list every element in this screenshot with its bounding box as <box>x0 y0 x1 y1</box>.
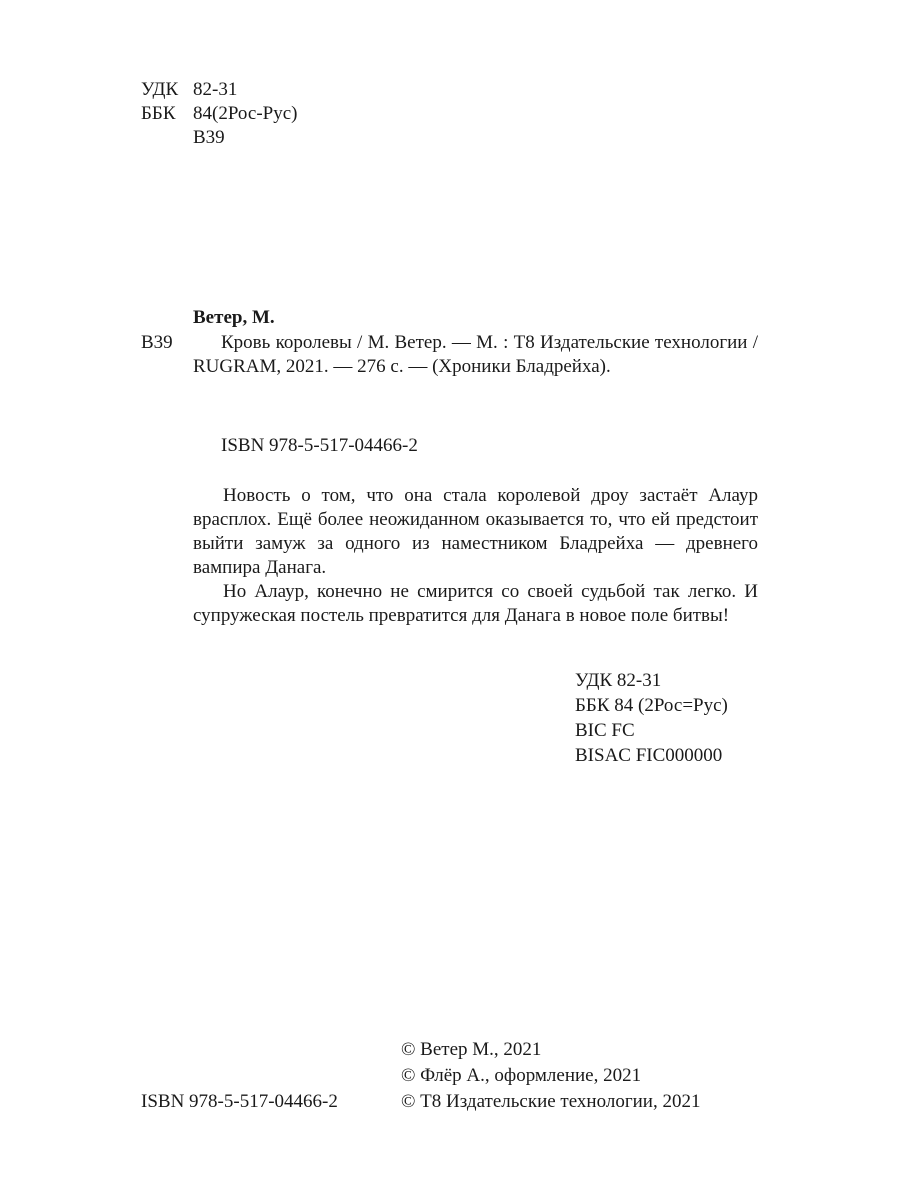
copyright-line: © Т8 Издательские технологии, 2021 <box>401 1091 701 1112</box>
isbn-bottom: ISBN 978-5-517-04466-2 <box>141 1091 338 1112</box>
classification-key: ББК <box>141 103 176 124</box>
classification-author-mark <box>141 126 297 150</box>
copyright-line: © Ветер М., 2021 <box>401 1039 542 1060</box>
author-heading: Ветер, М. <box>193 307 275 328</box>
classification-value: 82-31 <box>193 79 238 100</box>
annotation <box>193 484 758 628</box>
isbn-main: ISBN 978-5-517-04466-2 <box>221 435 418 456</box>
right-classification <box>575 669 728 769</box>
copyright-block <box>401 1038 700 1116</box>
classification-value: В39 <box>193 127 225 148</box>
classification-key: УДК <box>141 79 179 100</box>
classification-value: 84(2Рос-Рус) <box>193 103 298 124</box>
classification-bbk <box>141 102 297 126</box>
right-classification-row: УДК 82-31 <box>575 670 662 691</box>
right-classification-row: BIC FC <box>575 720 635 741</box>
classification-udk <box>141 78 297 102</box>
right-classification-row: BISAC FIC000000 <box>575 745 723 766</box>
bib-description: Кровь королевы / М. Ветер. — М. : Т8 Издательские технологии / RUGRAM, 2021. — 276 с. — (Хроники Бладрейха). <box>193 332 758 377</box>
copyright-line: © Флёр А., оформление, 2021 <box>401 1065 642 1086</box>
annotation-paragraph: Но Алаур, конечно не смирится со своей судьбой так легко. И супружеская постель превратится для Данага в новое поле битвы! <box>193 581 758 626</box>
bib-author-mark: В39 <box>141 332 173 353</box>
right-classification-row: ББК 84 (2Рос=Рус) <box>575 695 728 716</box>
annotation-paragraph: Новость о том, что она стала королевой дроу застаёт Алаур врасплох. Ещё более неожиданном оказывается то, что ей предстоит выйти замуж за одного из наместником Бладрейха — древнего вампира Данага. <box>193 485 758 578</box>
top-classification <box>141 78 297 150</box>
